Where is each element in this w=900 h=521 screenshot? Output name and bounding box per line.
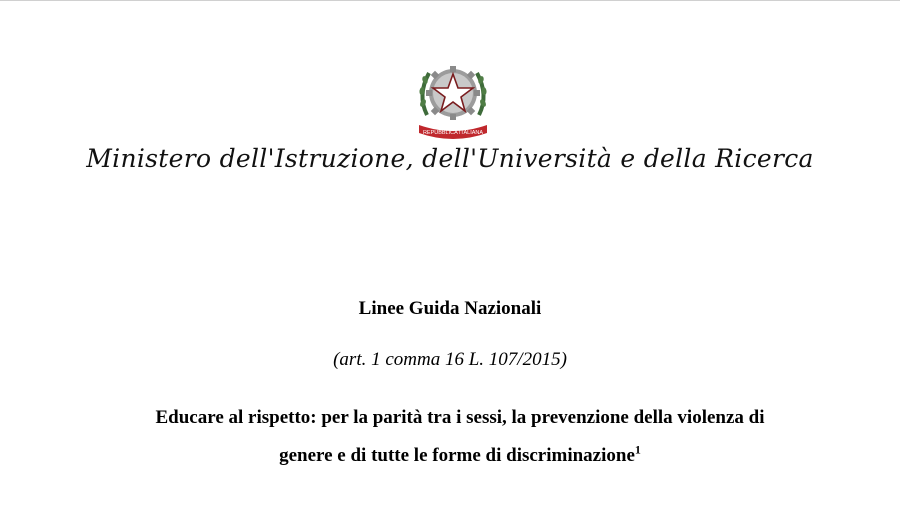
ribbon-text: REPUBBLICA ITALIANA <box>422 130 484 136</box>
document-subtitle <box>110 399 810 475</box>
subtitle-line-2-text: genere e di tutte le forme di discriminazione <box>279 445 635 466</box>
subtitle-line-1: Educare al rispetto: per la parità tra i sessi, la prevenzione della violenza di <box>155 407 765 428</box>
document-reference: (art. 1 comma 16 L. 107/2015) <box>333 349 567 370</box>
ribbon-icon <box>419 125 487 139</box>
document-title: Linee Guida Nazionali <box>358 298 542 319</box>
footnote-marker[interactable]: 1 <box>634 442 641 457</box>
subtitle-line-2 <box>110 437 810 475</box>
italian-republic-emblem <box>413 59 493 143</box>
ministry-name: Ministero dell'Istruzione, dell'Università e della Ricerca <box>86 144 814 173</box>
